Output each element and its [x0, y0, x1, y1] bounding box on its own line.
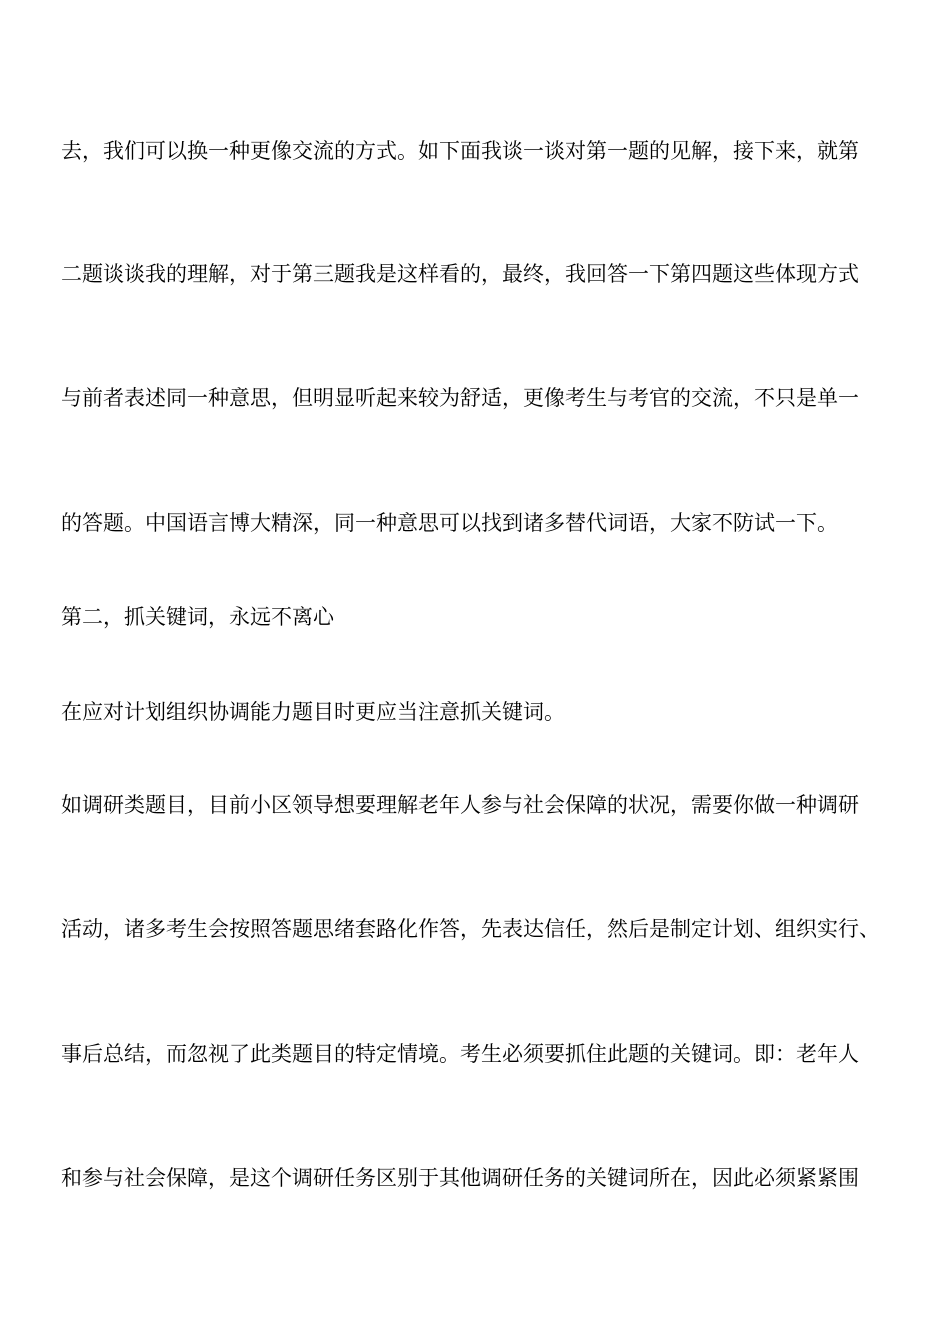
paragraph-line-3: 与前者表述同一种意思，但明显听起来较为舒适，更像考生与考官的交流，不只是单一	[61, 386, 859, 410]
paragraph-line-8: 事后总结，而忽视了此类题目的特定情境。考生必须要抓住此题的关键词。即：老年人	[61, 1042, 859, 1066]
paragraph-line-9: 和参与社会保障，是这个调研任务区别于其他调研任务的关键词所在，因此必须紧紧围	[61, 1166, 859, 1190]
section-heading: 第二，抓关键词，永远不离心	[61, 605, 334, 629]
paragraph-line-4: 的答题。中国语言博大精深，同一种意思可以找到诸多替代词语，大家不防试一下。	[61, 511, 838, 535]
paragraph-line-2: 二题谈谈我的理解，对于第三题我是这样看的，最终，我回答一下第四题这些体现方式	[61, 262, 859, 286]
paragraph-line-1: 去，我们可以换一种更像交流的方式。如下面我谈一谈对第一题的见解，接下来，就第	[61, 139, 859, 163]
paragraph-line-7: 活动，诸多考生会按照答题思绪套路化作答，先表达信任，然后是制定计划、组织实行、	[61, 917, 880, 941]
paragraph-line-6: 如调研类题目，目前小区领导想要理解老年人参与社会保障的状况，需要你做一种调研	[61, 793, 859, 817]
paragraph-line-5: 在应对计划组织协调能力题目时更应当注意抓关键词。	[61, 700, 565, 724]
